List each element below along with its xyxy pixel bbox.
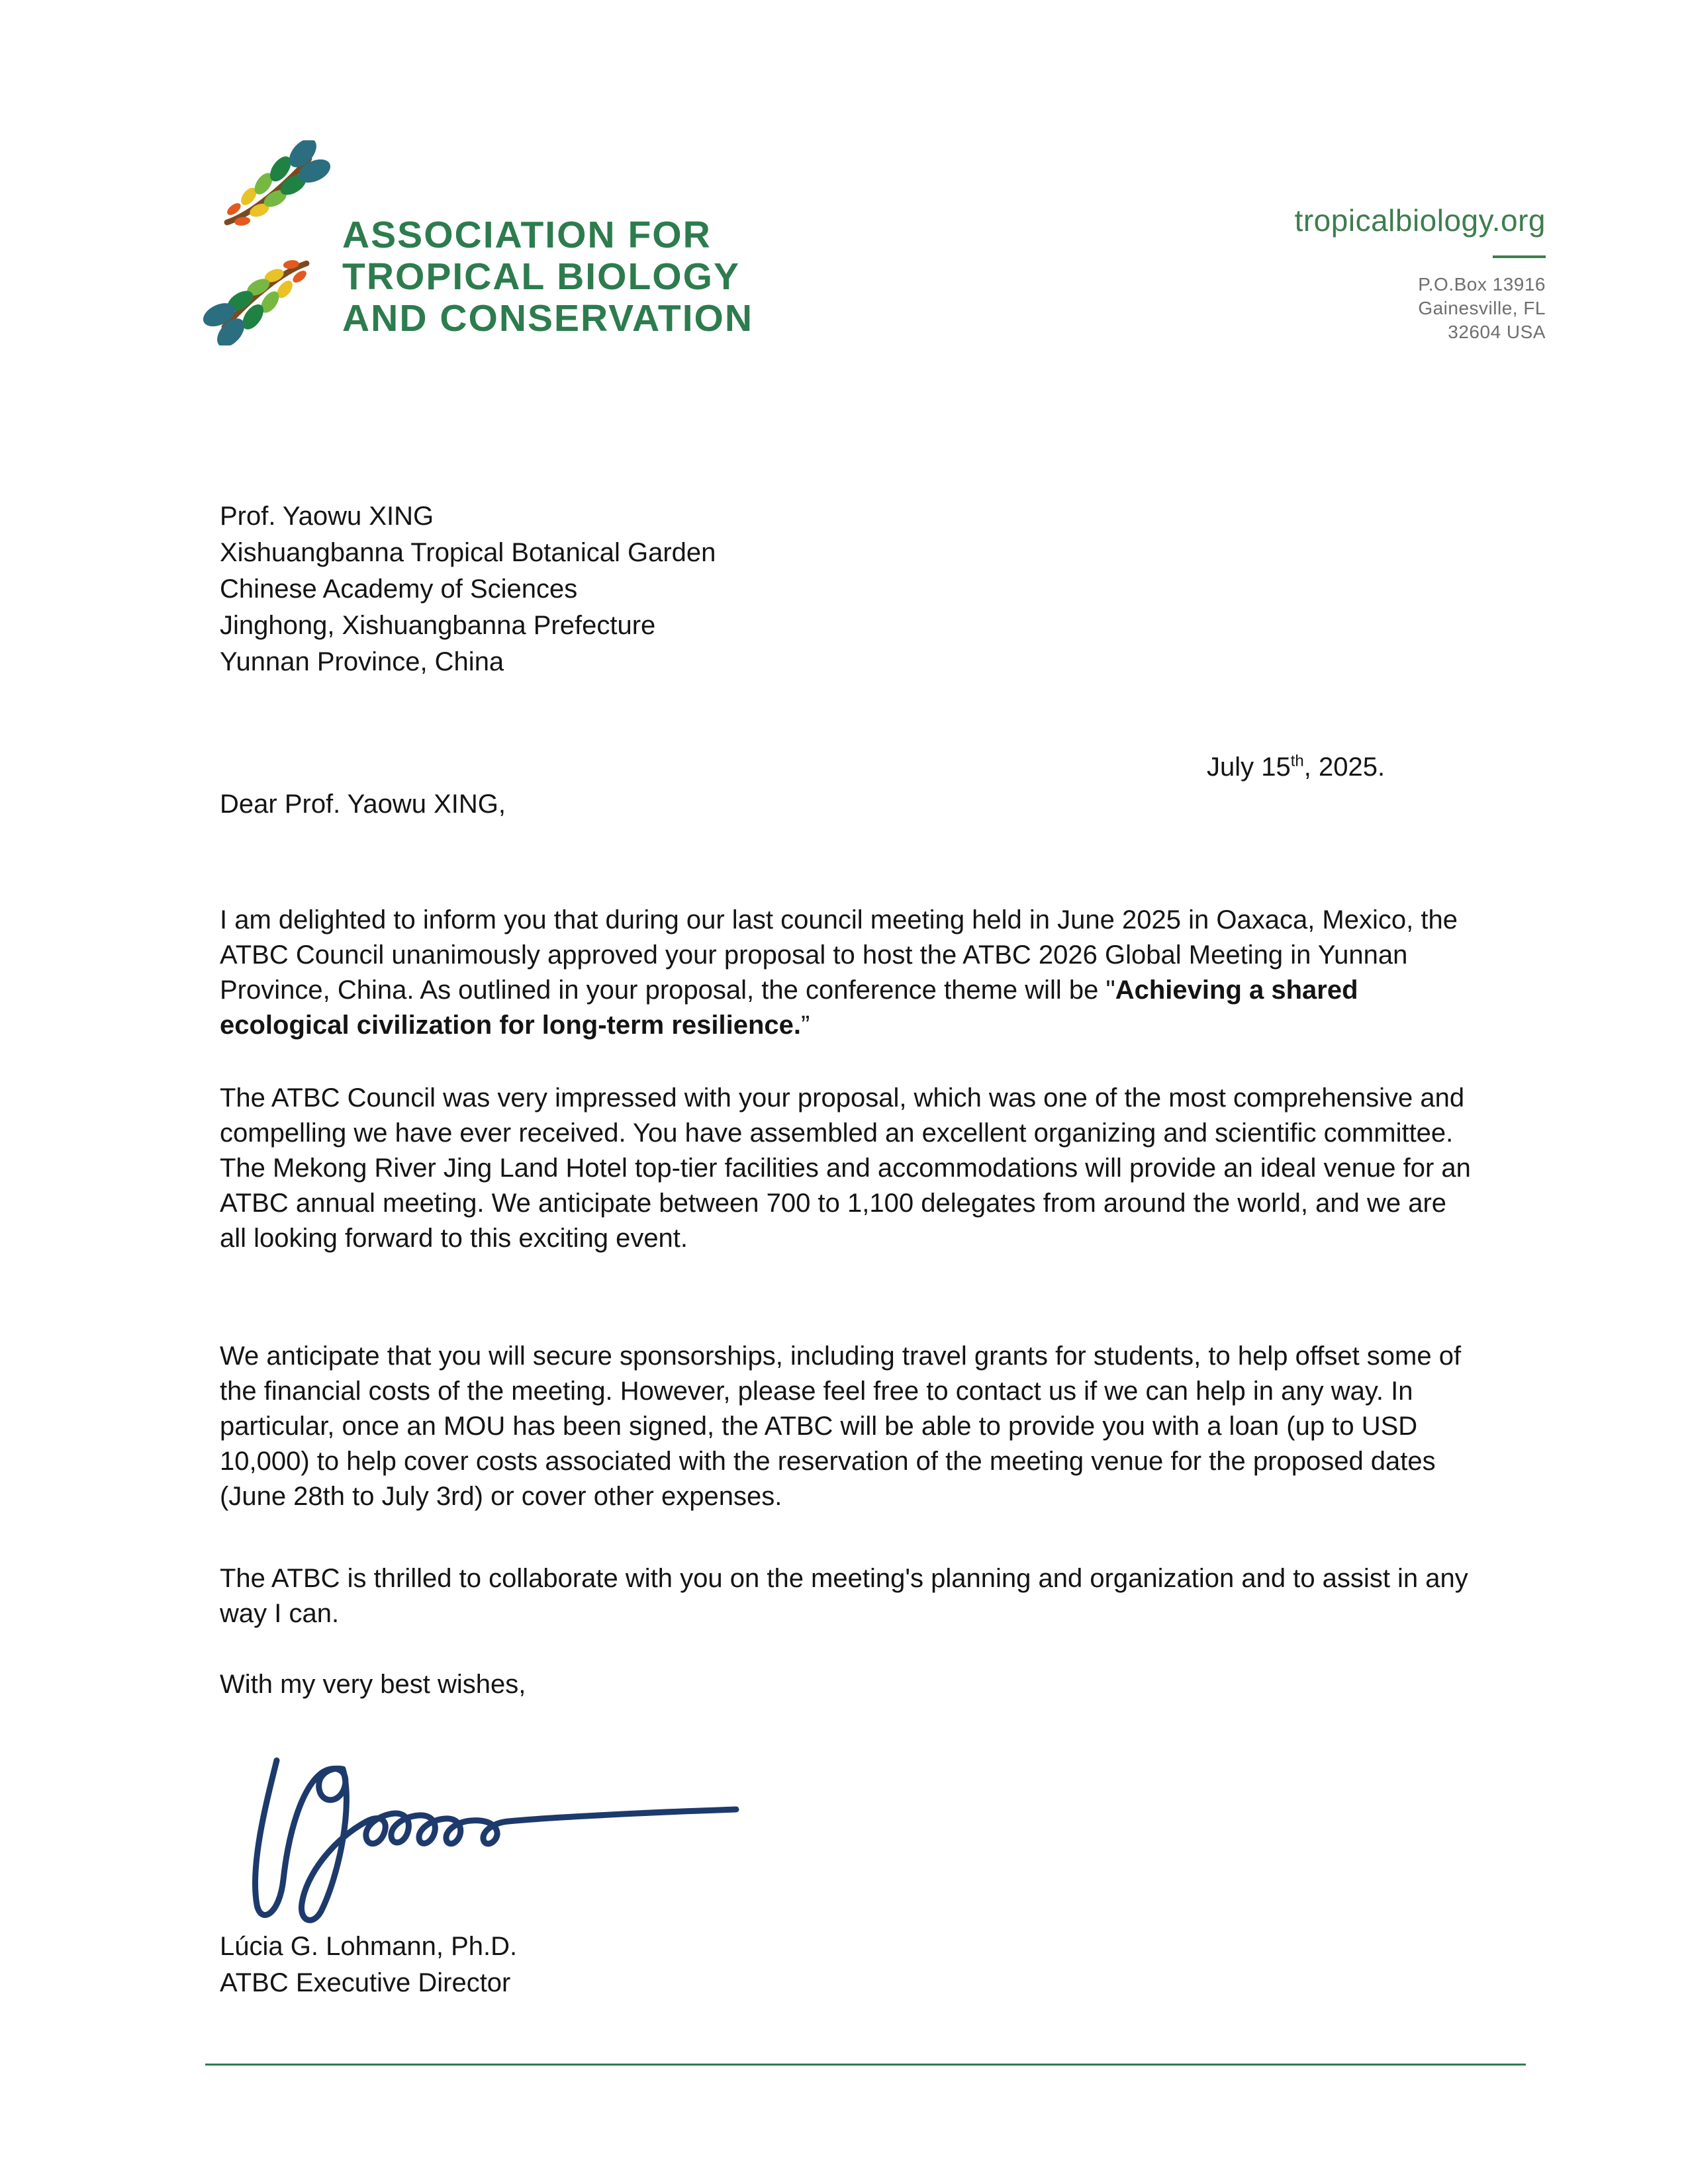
signature-image [213,1709,769,1927]
letterhead-contact [1295,203,1546,344]
org-name-line3: AND CONSERVATION [342,297,754,340]
paragraph-2: The ATBC Council was very impressed with your proposal, which was one of the most comprehensive and compelling we have ever received. You have assembled an excellent organizing and scientific committee. The Mekong River Jing Land Hotel top-tier facilities and accommodations will provide an ideal venue for an ATBC annual meeting. We anticipate between 700 to 1,100 delegates from around the world, and we are all looking forward to this exciting event. [220,1083,1471,1253]
paragraph-4: The ATBC is thrilled to collaborate with you on the meeting's planning and organization and to assist in any way I can. [220,1564,1468,1628]
recipient-line1: Prof. Yaowu XING [220,502,434,531]
date-line [1207,750,1385,785]
leaf-branches-icon [201,140,333,345]
paragraph-1-endquote: ” [801,1011,810,1040]
recipient-line5: Yunnan Province, China [220,647,504,676]
recipient-line4: Jinghong, Xishuangbanna Prefecture [220,611,656,640]
recipient-line2: Xishuangbanna Tropical Botanical Garden [220,538,716,567]
signer-title: ATBC Executive Director [220,1968,511,1997]
paragraph-1 [220,903,1474,1043]
footer-divider [205,2064,1526,2066]
conference-theme: Achieving a shared ecological civilization for long-term resilience. [220,976,1358,1040]
paragraph-1-text: I am delighted to inform you that during our last council meeting held in June 2025 in Oaxaca, Mexico, the ATBC Council unanimously approved your proposal to host the ATBC 2026 Global Meeting in Yunnan Province, China. As outlined in your proposal, the conference theme will be " [220,905,1458,1005]
date-prefix: July 15 [1207,752,1291,782]
closing-line: With my very best wishes, [220,1670,526,1699]
org-name-line2: TROPICAL BIOLOGY [342,255,740,298]
website-url: tropicalbiology.org [1294,203,1546,238]
date-suffix: , 2025. [1303,752,1385,782]
signer-name: Lúcia G. Lohmann, Ph.D. [220,1932,518,1961]
header-divider [1493,255,1546,258]
salutation: Dear Prof. Yaowu XING, [220,790,506,819]
address-line2: Gainesville, FL [1418,298,1546,318]
po-address [1295,273,1546,344]
signer-block [220,1929,1474,2001]
atbc-logo [201,140,753,345]
address-line1: P.O.Box 13916 [1418,274,1546,295]
date-ordinal: th [1290,752,1304,770]
org-name-line1: ASSOCIATION FOR [342,214,712,256]
recipient-line3: Chinese Academy of Sciences [220,574,578,604]
org-name [342,214,753,345]
paragraph-3: We anticipate that you will secure sponsorships, including travel grants for students, to help offset some of the financial costs of the meeting. However, please feel free to contact us if we can help in any way. In particular, once an MOU has been signed, the ATBC will be able to provide you with a loan (up to USD 10,000) to help cover costs associated with the reservation of the meeting venue for the proposed dates (June 28th to July 3rd) or cover other expenses. [220,1342,1462,1511]
recipient-address [220,498,1474,680]
address-line3: 32604 USA [1448,322,1546,342]
